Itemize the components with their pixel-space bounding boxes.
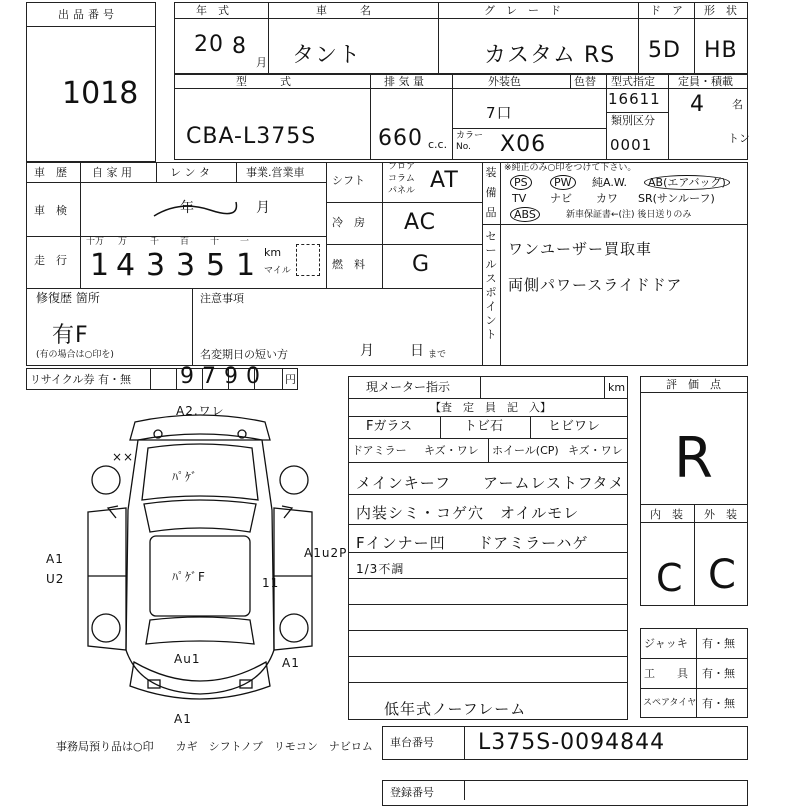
mileage-digit-100k: 1 (90, 248, 111, 283)
type-spec-value: 16611 (608, 90, 661, 108)
mark-left-side: A1 (46, 552, 64, 566)
equipment-label-2: 備 (485, 186, 497, 199)
inspector-note-4: 1/3不調 (356, 562, 405, 576)
mileage-digit-10k: 4 (116, 248, 137, 283)
load-unit: トン (728, 132, 750, 145)
equip-sunroof: SR(サンルーフ) (638, 192, 715, 205)
mark-rear-bumper: Au1 (174, 652, 201, 666)
recycle-unit: 円 (285, 373, 296, 386)
inspection-strike (150, 196, 240, 226)
equip-warranty: 新車保証書←(注) 後日送りのみ (566, 210, 692, 220)
equipment-label-1: 装 (485, 166, 497, 179)
vin-label: 車台番号 (390, 736, 434, 749)
digit-unit-1: 一 (240, 237, 250, 247)
inspector-title: 【査 定 員 記 入】 (430, 401, 551, 414)
equip-tv: TV (512, 192, 527, 205)
wheel-value: キズ・ワレ (568, 444, 623, 457)
model-label: 型 式 (236, 75, 291, 88)
mark-hood-left: ×× (112, 450, 135, 464)
grade-value: カスタム RS (484, 43, 616, 68)
notes-label: 注意事項 (200, 292, 244, 305)
equip-airbag: AB(エアバッグ) (644, 176, 730, 189)
sales-point-6: イ (485, 300, 497, 313)
mileage-digit-10: 5 (206, 248, 227, 283)
shift-label: シフト (332, 174, 365, 187)
make-value: タント (292, 43, 362, 68)
mark-rear-bottom: A1 (174, 712, 192, 726)
inspector-note-2: 内装シミ・コゲ穴 オイルモレ (356, 504, 580, 522)
equip-navi: ナビ (550, 192, 572, 205)
rating-label: 評 価 点 (666, 378, 721, 391)
color-value: 7口 (486, 104, 513, 122)
sales-point-8: ト (485, 328, 497, 341)
expiry-day: 日 (410, 343, 424, 359)
color-change-label: 色替 (574, 75, 596, 88)
grade-label: グ レ ー ド (484, 4, 561, 17)
inspector-footer-note: 低年式ノーフレーム (384, 700, 527, 718)
mark-roof-note: ﾊﾟｹﾞF (172, 570, 206, 584)
meter-label: 現メーター指示 (366, 380, 451, 394)
digit-unit-1k: 千 (150, 237, 160, 247)
sales-point-line-2: 両側パワースライドドア (508, 276, 683, 294)
equip-pw: PW (550, 176, 576, 189)
sales-point-7: ン (485, 314, 497, 327)
door-mirror-value: キズ・ワレ (424, 444, 479, 457)
exterior-color-label: 外装色 (488, 75, 521, 88)
digit-unit-100: 百 (180, 237, 190, 247)
expiry-month: 月 (360, 343, 374, 359)
digit-unit-10: 十 (210, 237, 220, 247)
sales-point-2: ー (485, 244, 497, 257)
history-business: 事業.営業車 (246, 166, 305, 179)
repair-note: (有の場合は○印を) (36, 350, 114, 360)
wheel-label: ホイール(CP) (492, 444, 559, 457)
recycle-value: 9790 (180, 364, 268, 389)
shift-value: AT (430, 168, 459, 193)
capacity-value: 4 (690, 92, 705, 117)
mark-left-side-2: U2 (46, 572, 65, 586)
shape-label: 形 状 (704, 4, 737, 17)
equipment-note: ※純正のみ○印をつけて下さい。 (504, 163, 637, 173)
mark-roof-side: 11 (262, 576, 280, 590)
equip-alloy: 純A.W. (592, 176, 627, 189)
lot-number-value: 1018 (62, 76, 139, 111)
spare-tire-value: 有・無 (702, 697, 735, 710)
equip-kawa: カワ (596, 192, 618, 205)
category-value: 0001 (610, 136, 653, 154)
inspection-month-unit: 月 (256, 200, 270, 216)
km-unit: km (264, 246, 282, 259)
inspection-label: 車 検 (34, 204, 67, 217)
spare-tire-label: スペアタイヤ (643, 698, 697, 708)
sales-point-4: ス (485, 272, 497, 285)
items-note: 事務局預り品は○印 カギ シフトノブ リモコン ナビロム (56, 740, 373, 753)
mark-front-bumper: A2.ワレ (176, 404, 225, 418)
jack-value: 有・無 (702, 637, 735, 650)
lot-number-label: 出品番号 (58, 8, 118, 21)
digit-unit-10k: 万 (118, 237, 128, 247)
equipment-label-3: 品 (485, 206, 497, 219)
model-value: CBA-L375S (186, 124, 317, 149)
inspector-note-1: メインキーフ アームレストフタメ (356, 474, 625, 492)
shift-panel: パネル (388, 186, 416, 196)
reg-box (382, 780, 748, 806)
repair-label: 修復歴 箇所 (36, 291, 100, 305)
meter-unit: km (608, 381, 626, 394)
sales-point-1: セ (485, 230, 497, 243)
interior-value: C (656, 556, 684, 600)
month-value: 8 (232, 34, 247, 59)
equip-ps: PS (510, 176, 532, 189)
ac-value: AC (404, 210, 437, 235)
interior-label: 内 装 (650, 508, 683, 521)
mile-checkbox (296, 244, 320, 276)
capacity-label: 定員・積載 (678, 75, 733, 88)
jack-label: ジャッキ (644, 637, 688, 650)
sales-point-3: ル (485, 258, 497, 271)
expiry-suffix: まで (428, 350, 447, 360)
car-diagram (60, 400, 350, 720)
inspection-year-unit: 年 (180, 200, 194, 216)
mileage-digit-100: 3 (176, 248, 197, 283)
displacement-value: 660 (378, 126, 423, 151)
crack-label: ヒビワレ (548, 419, 601, 434)
rating-score: R (674, 426, 714, 491)
recycle-label: リサイクル券 有・無 (30, 373, 131, 386)
year-label: 年 式 (196, 4, 229, 17)
exterior-label: 外 装 (704, 508, 737, 521)
mileage-label: 走 行 (34, 254, 67, 267)
history-label: 車 歴 (34, 166, 67, 179)
sales-point-line-1: ワンユーザー買取車 (508, 240, 653, 258)
history-rental: レ ン タ (170, 166, 210, 179)
f-glass-label: Fガラス (366, 419, 413, 434)
expiry-label: 名変期日の短い方 (200, 348, 288, 361)
color-no-label: カラー No. (456, 131, 484, 152)
month-unit: 月 (256, 56, 267, 69)
displacement-unit: c.c. (428, 138, 448, 151)
shift-floor: フロア (388, 162, 416, 172)
door-value: 5D (648, 38, 681, 63)
shift-column: コラム (388, 174, 415, 184)
history-private: 自 家 用 (92, 166, 132, 179)
equip-abs: ABS (510, 208, 540, 221)
sales-point-5: ポ (485, 286, 497, 299)
reg-label: 登録番号 (390, 786, 434, 799)
color-no-value: X06 (500, 132, 547, 157)
capacity-unit: 名 (732, 98, 743, 111)
vin-value: L375S-0094844 (478, 730, 666, 755)
mark-hood-note: ﾊﾟｹﾞ (172, 470, 199, 484)
year-value: 20 (194, 32, 224, 57)
mark-right-side: A1u2P (304, 546, 348, 560)
mileage-digit-1k: 3 (146, 248, 167, 283)
inspector-note-3: Fインナー凹 ドアミラーハゲ (356, 534, 589, 552)
fuel-label: 燃 料 (332, 258, 365, 271)
displacement-label: 排 気 量 (384, 75, 424, 88)
digit-unit-100k: 十万 (86, 237, 105, 247)
shape-value: HB (704, 38, 738, 63)
chip-label: トビ石 (464, 419, 504, 434)
door-mirror-label: ドアミラー (352, 444, 407, 457)
mark-right-rear: A1 (282, 656, 300, 670)
repair-value: 有F (52, 323, 89, 348)
mileage-digit-1: 1 (236, 248, 257, 283)
ac-label: 冷 房 (332, 216, 365, 229)
door-label: ド ア (650, 4, 683, 17)
mile-unit: マイル (264, 266, 291, 276)
exterior-value: C (708, 552, 737, 598)
tool-value: 有・無 (702, 667, 735, 680)
fuel-value: G (412, 252, 431, 277)
tool-label: 工 具 (644, 667, 688, 680)
make-label: 車 名 (316, 4, 371, 17)
type-spec-label: 型式指定 (611, 75, 655, 88)
category-label: 類別区分 (611, 114, 655, 127)
